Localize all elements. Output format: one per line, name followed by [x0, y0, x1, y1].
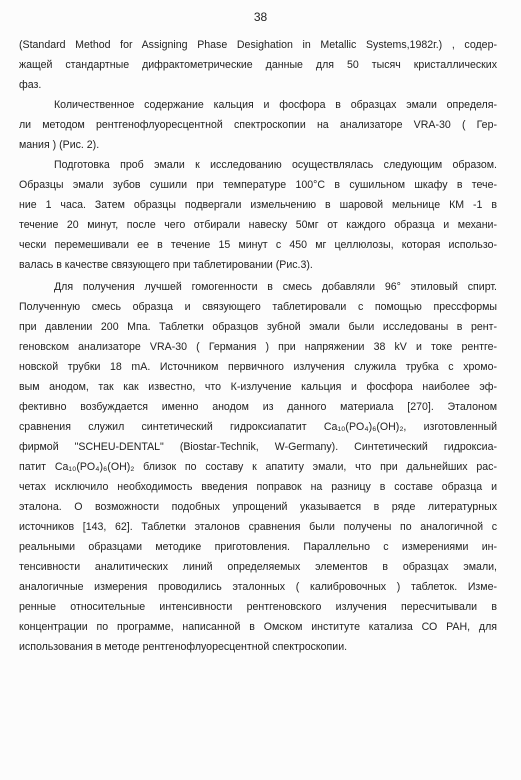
- text-line: мания ) (Рис. 2).: [19, 139, 100, 151]
- text-line: тенсивности аналитических линий определяемых элементов в образцах эмали,: [19, 561, 497, 573]
- text-line: течение 20 минут, после чего отбирали навеску 50мг от каждого образца и механи-: [19, 219, 497, 231]
- page-number: 38: [253, 10, 268, 24]
- text-line: фирмой "SCHEU-DENTAL" (Biostar-Technik, W-Germany). Синтетический гидроксиа-: [19, 441, 497, 453]
- text-line: новской трубки 18 mA. Источником первичного излучения служила трубка с хромо-: [19, 361, 497, 373]
- text-line: при давлении 200 Мпа. Таблетки образцов зубной эмали были исследованы в рент-: [19, 321, 497, 333]
- text-line: Образцы эмали зубов сушили при температуре 100°С в сушильном шкафу в тече-: [19, 179, 497, 191]
- text-line: четах исключило необходимость введения поправок на разницу в составе образца и: [19, 481, 497, 493]
- text-line: вым анодом, так как известно, что К-излучение кальция и фосфора наиболее эф-: [19, 381, 497, 393]
- text-line: Для получения лучшей гомогенности в смесь добавляли 96° этиловый спирт.: [54, 281, 497, 293]
- text-line: Количественное содержание кальция и фосфора в образцах эмали определя-: [54, 99, 497, 111]
- text-line: геновском анализаторе VRA-30 ( Германия ) при напряжении 38 kV и токе рентге-: [19, 341, 497, 353]
- text-line: жащей стандартные дифрактометрические данные для 50 тысяч кристаллических: [19, 59, 497, 71]
- text-line: (Standard Method for Assigning Phase Desighation in Metallic Systems,1982г.) , содер-: [19, 39, 497, 51]
- text-line: аналогичные измерения проводились эталонных ( калибровочных ) таблеток. Изме-: [19, 581, 497, 593]
- text-line: сравнения служил синтетический гидроксиапатит Ca₁₀(PO₄)₆(OH)₂, изготовленный: [19, 421, 497, 433]
- text-line: реальными образцами методике приготовления. Параллельно с измерениями ин-: [19, 541, 497, 553]
- text-line: ние 1 часа. Затем образцы подвергали измельчению в шаровой мельнице КМ -1 в: [19, 199, 497, 211]
- text-line: чески перемешивали ее в течение 15 минут с 450 мг целлюлозы, которая использо-: [19, 239, 497, 251]
- text-line: ли методом рентгенофлуоресцентной спектроскопии на анализаторе VRA-30 ( Гер-: [19, 119, 497, 131]
- text-line: использования в методе рентгенофлуоресцентной спектроскопии.: [19, 641, 348, 653]
- text-line: Полученную смесь образца и связующего таблетировали с помощью прессформы: [19, 301, 497, 313]
- text-line: источников [143, 62]. Таблетки эталонов сравнения были получены по аналогичной с: [19, 521, 497, 533]
- text-line: ренные относительные интенсивности рентгеновского излучения пересчитывали в: [19, 601, 497, 613]
- text-line: концентрации по программе, написанной в Омском институте катализа СО РАН, для: [19, 621, 497, 633]
- text-line: эталона. О возможности подобных упрощений указывается в ряде литературных: [19, 501, 497, 513]
- text-line: Подготовка проб эмали к исследованию осуществлялась следующим образом.: [54, 159, 497, 171]
- text-line: валась в качестве связующего при таблетировании (Рис.3).: [19, 259, 313, 271]
- text-line: патит Ca₁₀(PO₄)₆(OH)₂ близок по составу к апатиту эмали, что при дальнейших рас-: [19, 461, 497, 473]
- text-line: фаз.: [19, 79, 42, 91]
- text-line: фективно возбуждается именно анодом из данного материала [270]. Эталоном: [19, 401, 497, 413]
